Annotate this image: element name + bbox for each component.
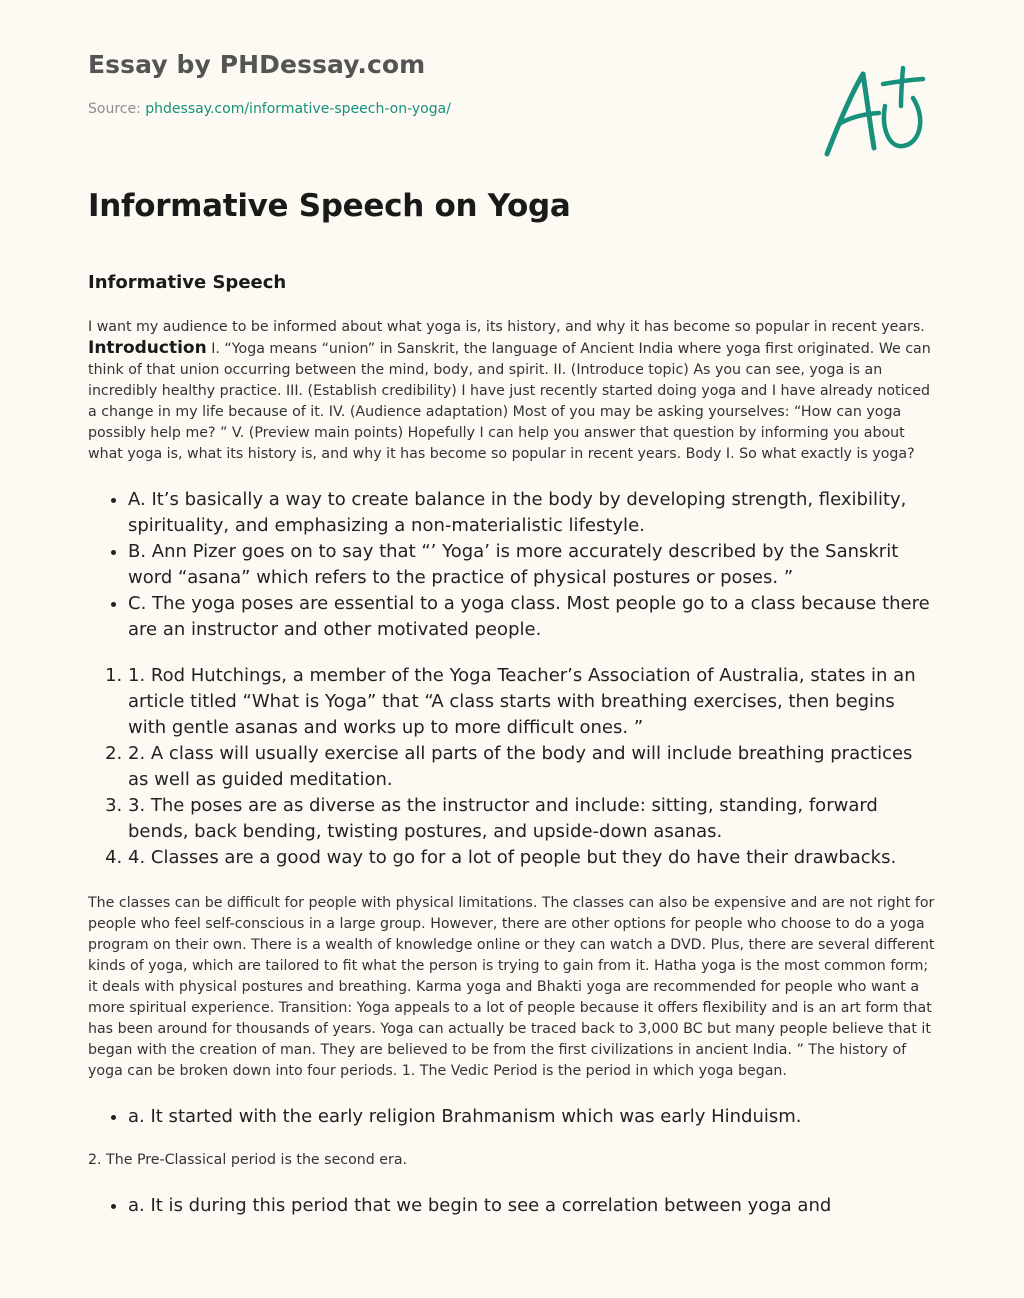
list-item: • a. It is during this period that we begin to see a correlation between yoga and — [128, 1193, 938, 1219]
list-item: • a. It started with the early religion Brahmanism which was early Hinduism. — [128, 1104, 938, 1130]
brand-title: Essay by PHDessay.com — [88, 50, 426, 79]
bullet-list-1 — [88, 487, 938, 643]
history-paragraph: The classes can be difficult for people with physical limitations. The classes can also be expensive and are not right for people who feel self-conscious in a large group. However, there are other options for people who choose to do a yoga program on their own. There is a wealth of knowledge online or they can watch a DVD. Plus, there are several different kinds of yoga, which are tailored to fit what the person is trying to gain from it. Hatha yoga is the most common form; it deals with physical postures and breathing. Karma yoga and Bhakti yoga are recommended for people who want a more spiritual experience. Transition: Yoga appeals to a lot of people because it offers flexibility and is an art form that has been around for thousands of years. Yoga can actually be traced back to 3,000 BC but many people believe that it began with the creation of man. They are believed to be from the first civilizations in ancient India. ” The history of yoga can be broken down into four periods. 1. The Vedic Period is the period in which yoga began. — [88, 895, 935, 1079]
article-title: Informative Speech on Yoga — [88, 188, 571, 224]
article-body — [88, 317, 938, 1219]
intro-paragraph — [88, 317, 938, 465]
source-label: Source: — [88, 101, 146, 117]
list-item: 3. 3. The poses are as diverse as the instructor and include: sitting, standing, forward bends, back bending, twisting postures, and upside-down asanas. — [128, 793, 938, 845]
logo-plus-horizontal — [883, 79, 923, 84]
list-item: 4. 4. Classes are a good way to go for a lot of people but they do have their drawbacks. — [128, 845, 938, 871]
preclassical-paragraph: 2. The Pre-Classical period is the second era. — [88, 1152, 408, 1168]
introduction-label: Introduction — [88, 338, 207, 358]
intro-text-after: I. “Yoga means “union” in Sanskrit, the language of Ancient India where yoga first originated. We can think of that union occurring between the mind, body, and spirit. II. (Introduce topic) As you can see, yoga is an incredibly healthy practice. III. (Establish credibility) I have just recently started doing yoga and I have already noticed a change in my life because of it. IV. (Audience adaptation) Most of you may be asking yourselves: “How can yoga possibly help me? ” V. (Preview main points) Hopefully I can help you answer that question by informing you about what yoga is, what its history is, and why it has become so popular in recent years. Body I. So what exactly is yoga? — [88, 341, 931, 462]
intro-text-before: I want my audience to be informed about what yoga is, its history, and why it has become so popular in recent years. — [88, 319, 925, 335]
article-subtitle: Informative Speech — [88, 272, 287, 293]
source-link[interactable]: phdessay.com/informative-speech-on-yoga/ — [145, 101, 451, 117]
a-plus-logo-icon — [823, 62, 927, 160]
logo-a-right-stroke — [863, 74, 874, 148]
list-item: • C. The yoga poses are essential to a yoga class. Most people go to a class because there are an instructor and other motivated people. — [128, 591, 938, 643]
bullet-list-2 — [88, 1104, 938, 1130]
bullet-list-3 — [88, 1193, 938, 1219]
numbered-list — [88, 663, 938, 871]
list-item: 2. 2. A class will usually exercise all parts of the body and will include breathing practices as well as guided meditation. — [128, 741, 938, 793]
list-item: 1. 1. Rod Hutchings, a member of the Yoga Teacher’s Association of Australia, states in an article titled “What is Yoga” that “A class starts with breathing exercises, then begins with gentle asanas and works up to more difficult ones. ” — [128, 663, 938, 741]
list-item: • A. It’s basically a way to create balance in the body by developing strength, flexibility, spirituality, and emphasizing a non-materialistic lifestyle. — [128, 487, 938, 539]
source-line — [88, 101, 451, 117]
list-item: • B. Ann Pizer goes on to say that “’ Yoga’ is more accurately described by the Sanskrit word “asana” which refers to the practice of physical postures or poses. ” — [128, 539, 938, 591]
logo-plus-vertical — [901, 68, 903, 106]
